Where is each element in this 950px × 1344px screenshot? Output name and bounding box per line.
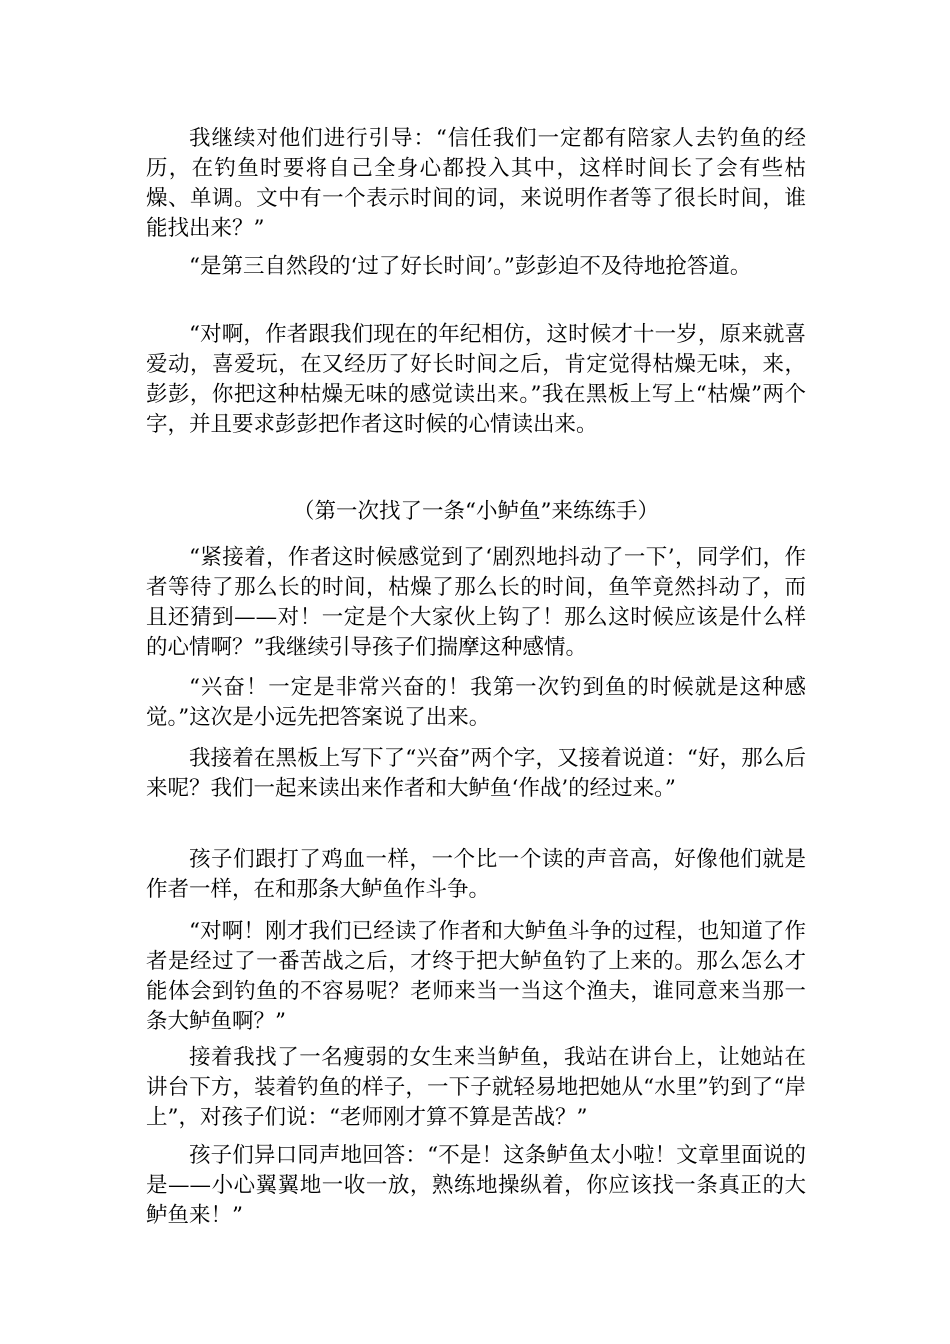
paragraph-excited: “兴奋！一定是非常兴奋的！我第一次钓到鱼的时候就是这种感觉。”这次是小远先把答案说了出来。 (146, 675, 806, 730)
paragraph-blackboard: 我接着在黑板上写下了“兴奋”两个字，又接着说道：“好，那么后来呢？我们一起来读出来作者和大鲈鱼‘作战’的经过来。” (146, 746, 806, 801)
paragraph-children-reply: 孩子们异口同声地回答：“不是！这条鲈鱼太小啦！文章里面说的是——小心翼翼地一收一放，熟练地操纵着，你应该找一条真正的大鲈鱼来！” (146, 1143, 806, 1228)
paragraph-demonstration: 接着我找了一名瘦弱的女生来当鲈鱼，我站在讲台上，让她站在讲台下方，装着钓鱼的样子，一下子就轻易地把她从“水里”钓到了“岸上”，对孩子们说：“老师刚才算不算是苦战？” (146, 1045, 806, 1130)
paragraph-reading: 孩子们跟打了鸡血一样，一个比一个读的声音高，好像他们就是作者一样，在和那条大鲈鱼作斗争。 (146, 847, 806, 902)
paragraph-boredom: “对啊，作者跟我们现在的年纪相仿，这时候才十一岁，原来就喜爱动，喜爱玩，在又经历了好长时间之后，肯定觉得枯燥无味，来，彭彭，你把这种枯燥无味的感觉读出来。”我在黑板上写上“枯燥”两个字，并且要求彭彭把作者这时候的心情读出来。 (146, 322, 806, 437)
section-heading: （第一次找了一条“小鲈鱼”来练练手） (293, 499, 659, 524)
paragraph-struggle: “对啊！刚才我们已经读了作者和大鲈鱼斗争的过程，也知道了作者是经过了一番苦战之后，才终于把大鲈鱼钓了上来的。那么怎么才能体会到钓鱼的不容易呢？老师来当一当这个渔夫，谁同意来当那一条大鲈鱼啊？” (146, 919, 806, 1034)
paragraph-pengpeng-answer: “是第三自然段的‘过了好长时间’。”彭彭迫不及待地抢答道。 (189, 254, 752, 279)
paragraph-tremble: “紧接着，作者这时候感觉到了‘剧烈地抖动了一下’，同学们，作者等待了那么长的时间，枯燥了那么长的时间，鱼竿竟然抖动了，而且还猜到——对！一定是个大家伙上钩了！那么这时候应该是什么样的心情啊？”我继续引导孩子们揣摩这种感情。 (146, 545, 806, 660)
paragraph-guidance: 我继续对他们进行引导：“信任我们一定都有陪家人去钓鱼的经历，在钓鱼时要将自己全身心都投入其中，这样时间长了会有些枯燥、单调。文中有一个表示时间的词，来说明作者等了很长时间，谁能找出来？” (146, 126, 806, 241)
